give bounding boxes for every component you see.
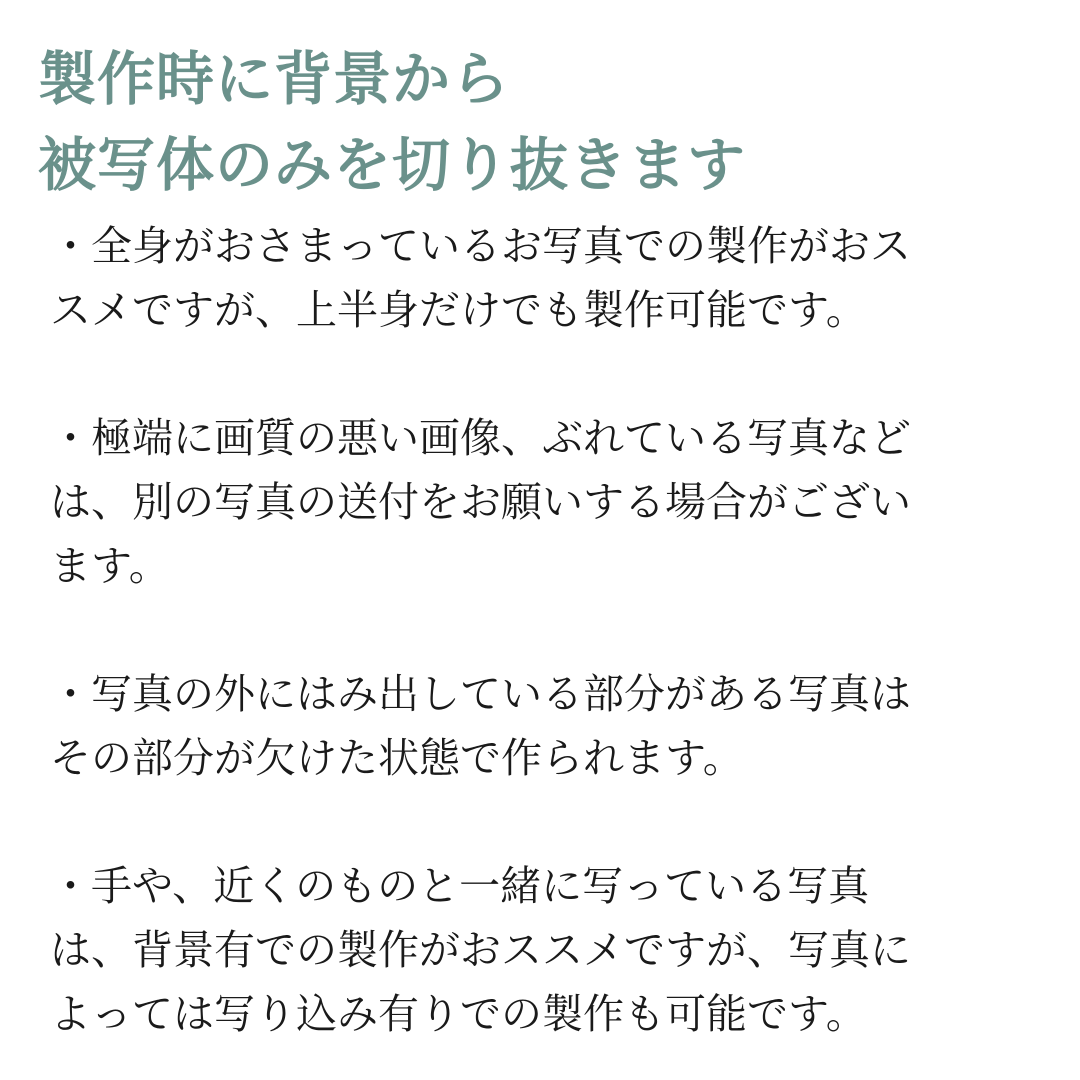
note-cropped-parts (50, 662, 1050, 790)
page-title (38, 36, 746, 208)
note-nearby-objects (50, 854, 1050, 1046)
note-image-quality (50, 406, 1050, 598)
note-line: ・手や、近くのものと一緒に写っている写真 (50, 862, 870, 910)
page-title-line-1: 製作時に背景から (38, 45, 511, 113)
note-line: その部分が欠けた状態で作られます。 (50, 734, 744, 782)
spacer (50, 342, 1050, 406)
note-full-body (50, 214, 1050, 342)
note-line: は、背景有での製作がおススメですが、写真に (50, 926, 911, 974)
note-line: は、別の写真の送付をお願いする場合がござい (50, 478, 911, 526)
spacer (50, 790, 1050, 854)
spacer (50, 598, 1050, 662)
note-line: ます。 (50, 542, 170, 590)
note-line: ・写真の外にはみ出している部分がある写真は (50, 670, 911, 718)
note-line: よっては写り込み有りでの製作も可能です。 (50, 990, 867, 1038)
note-line: スメですが、上半身だけでも製作可能です。 (50, 286, 867, 334)
note-line: ・全身がおさまっているお写真での製作がおス (50, 222, 911, 270)
note-line: ・極端に画質の悪い画像、ぶれている写真など (50, 414, 911, 462)
notes-list (50, 214, 1050, 1046)
page-title-line-2: 被写体のみを切り抜きます (38, 131, 747, 199)
